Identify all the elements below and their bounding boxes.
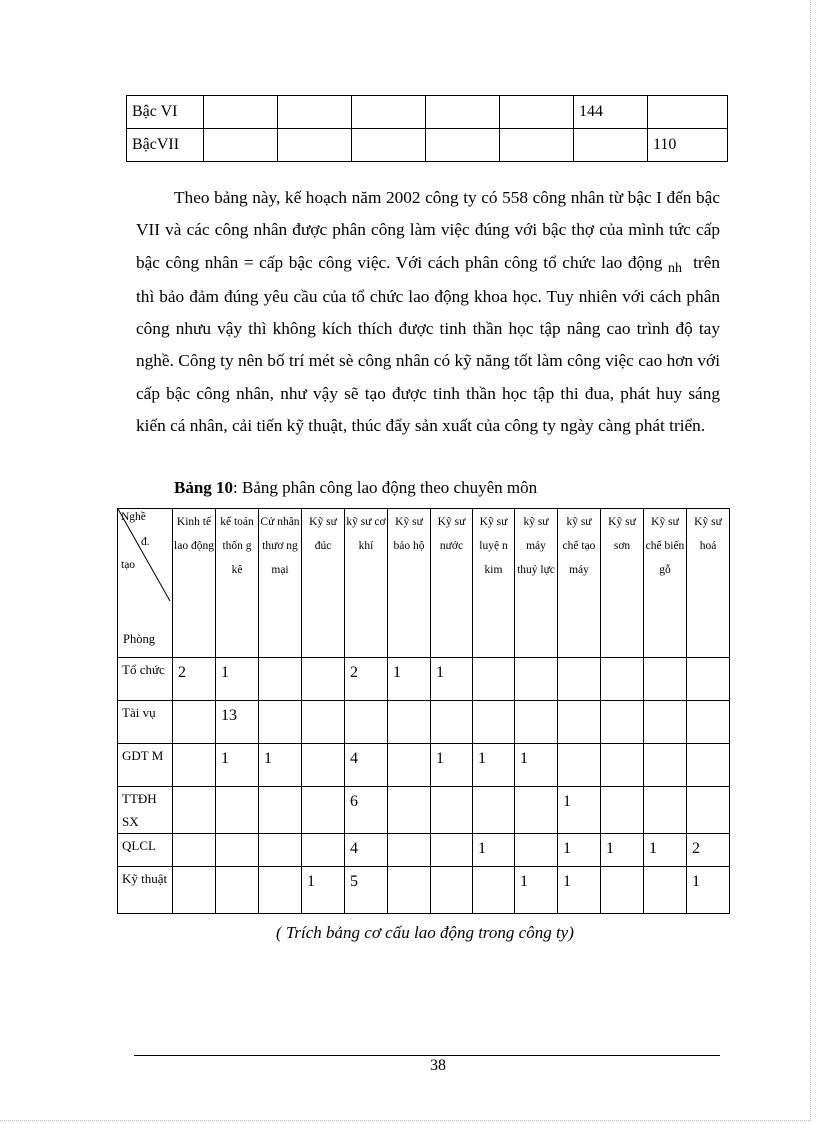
table-row — [118, 867, 730, 914]
column-header — [473, 509, 515, 658]
count-cell: 1 — [259, 744, 302, 787]
count-cell: 1 — [473, 744, 515, 787]
paragraph-line: được tinh thần học tập nâng cao trình độ tay nghề. Công ty nên bố trí mét — [136, 319, 720, 371]
column-header-label: Kỹ sư hoá — [694, 516, 722, 552]
count-cell: 1 — [644, 834, 687, 867]
count-cell — [216, 787, 259, 834]
grade-table — [126, 95, 728, 162]
grade-value-cell — [426, 129, 500, 162]
labor-allocation-table — [117, 508, 730, 914]
header-row — [118, 509, 730, 658]
footer-rule — [134, 1055, 720, 1056]
grade-value-cell — [352, 96, 426, 129]
count-cell — [601, 787, 644, 834]
count-cell — [473, 701, 515, 744]
paragraph-line: đến bậc VII và các công nhân được phân công làm việc đúng với bậc thợ — [136, 188, 720, 240]
body-paragraph — [136, 182, 720, 442]
count-cell — [431, 787, 473, 834]
count-cell — [216, 834, 259, 867]
count-cell: 1 — [431, 744, 473, 787]
column-header — [173, 509, 216, 658]
count-cell — [644, 787, 687, 834]
column-header-label: Kinh tế lao động — [174, 516, 214, 552]
count-cell: 1 — [473, 834, 515, 867]
count-cell — [388, 867, 431, 914]
column-header — [259, 509, 302, 658]
count-cell — [216, 867, 259, 914]
count-cell — [259, 867, 302, 914]
table-row — [118, 834, 730, 867]
table-row — [118, 701, 730, 744]
count-cell — [173, 834, 216, 867]
grade-value-cell — [278, 129, 352, 162]
count-cell — [515, 787, 558, 834]
column-header — [431, 509, 473, 658]
count-cell — [173, 701, 216, 744]
grade-value-cell — [426, 96, 500, 129]
count-cell — [473, 787, 515, 834]
count-cell: 1 — [558, 787, 601, 834]
count-cell — [644, 867, 687, 914]
source-note: ( Trích bảng cơ cấu lao động trong công ty) — [276, 923, 574, 942]
paragraph-line: khoa học. Tuy nhiên với cách phân công nhưu vậy thì không kích thích — [136, 286, 721, 339]
labor-table-body — [118, 658, 730, 914]
column-header-label: kỹ sư chế tạo máy — [562, 516, 596, 576]
count-cell — [687, 787, 730, 834]
count-cell — [431, 834, 473, 867]
count-cell — [515, 834, 558, 867]
column-header-label: Kỹ sư sơn — [608, 516, 636, 552]
count-cell — [388, 701, 431, 744]
count-cell — [644, 658, 687, 701]
table-row — [118, 787, 730, 834]
column-header-label: Kỹ sư bảo hộ — [393, 516, 425, 552]
page-number: 38 — [430, 1057, 446, 1074]
count-cell: 1 — [431, 658, 473, 701]
count-cell: 1 — [388, 658, 431, 701]
count-cell — [173, 744, 216, 787]
department-label: GDT M — [118, 744, 173, 787]
count-cell — [173, 867, 216, 914]
count-cell — [388, 834, 431, 867]
paragraph-line: Theo bảng này, kế hoạch năm 2002 công ty có 558 công nhân từ bậc I — [174, 188, 662, 207]
column-header — [687, 509, 730, 658]
grade-row — [127, 129, 728, 162]
count-cell — [558, 744, 601, 787]
corner-label-mid: đ. — [141, 536, 150, 548]
column-header-label: Kỹ sư chế biến gỗ — [645, 516, 685, 576]
count-cell: 2 — [345, 658, 388, 701]
grade-label: BậcVII — [127, 129, 204, 162]
count-cell: 5 — [345, 867, 388, 914]
count-cell: 1 — [558, 867, 601, 914]
count-cell: 1 — [558, 834, 601, 867]
caption-text: : Bảng phân công lao động theo chuyên môn — [233, 478, 538, 497]
column-header-label: Cử nhân thươ ng mại — [260, 516, 300, 576]
count-cell — [558, 658, 601, 701]
department-label: Kỹ thuật — [118, 867, 173, 914]
count-cell — [259, 787, 302, 834]
department-label: Tổ chức — [118, 658, 173, 701]
count-cell — [388, 744, 431, 787]
count-cell — [302, 834, 345, 867]
column-header-label: Kỹ sư nước — [437, 516, 466, 552]
count-cell — [259, 658, 302, 701]
grade-value-cell — [204, 96, 278, 129]
corner-label-bottom: Phòng — [123, 632, 155, 646]
grade-value-cell — [500, 96, 574, 129]
count-cell — [644, 701, 687, 744]
grade-value-cell — [278, 96, 352, 129]
count-cell — [687, 744, 730, 787]
count-cell: 1 — [687, 867, 730, 914]
count-cell — [431, 867, 473, 914]
count-cell — [388, 787, 431, 834]
corner-label-top: Nghề — [121, 511, 146, 523]
column-header — [601, 509, 644, 658]
count-cell — [558, 701, 601, 744]
department-label: Tài vụ — [118, 701, 173, 744]
count-cell — [259, 834, 302, 867]
count-cell — [601, 701, 644, 744]
column-header-label: kỹ sư cơ khí — [346, 516, 386, 552]
count-cell: 4 — [345, 744, 388, 787]
table-row — [118, 658, 730, 701]
grade-table-body — [127, 96, 728, 162]
column-header-label: kế toán thốn g kê — [220, 516, 254, 576]
column-header — [216, 509, 259, 658]
grade-label: Bậc VI — [127, 96, 204, 129]
table-caption — [174, 478, 537, 498]
count-cell — [302, 701, 345, 744]
count-cell: 4 — [345, 834, 388, 867]
count-cell: 1 — [216, 744, 259, 787]
count-cell: 6 — [345, 787, 388, 834]
count-cell: 2 — [687, 834, 730, 867]
paragraph-line: sè công nhân có kỹ năng tốt làm công việc cao hơn với cấp bậc công nhân, — [136, 351, 720, 403]
paragraph-line: tổ chức lao động — [543, 252, 663, 272]
grade-value-cell — [352, 129, 426, 162]
column-header-label: Kỹ sư luyệ n kim — [479, 516, 508, 576]
count-cell — [601, 658, 644, 701]
count-cell — [431, 701, 473, 744]
count-cell: 1 — [302, 867, 345, 914]
table-row — [118, 744, 730, 787]
column-header — [558, 509, 601, 658]
count-cell — [601, 744, 644, 787]
column-header-label: Kỹ sư đúc — [309, 516, 337, 552]
column-header — [515, 509, 558, 658]
corner-cell — [118, 509, 173, 658]
grade-value-cell — [204, 129, 278, 162]
count-cell — [601, 867, 644, 914]
column-header — [644, 509, 687, 658]
count-cell: 1 — [601, 834, 644, 867]
paragraph-line: cải tiến kỹ thuật, thúc đẩy sản xuất của công ty ngày càng phát triển. — [231, 416, 706, 436]
paragraph-line: trên thì bảo đảm đúng yêu cầu của tổ chức lao động — [136, 252, 720, 306]
count-cell — [515, 701, 558, 744]
department-label: TTĐH SX — [118, 787, 173, 834]
caption-label: Bảng 10 — [174, 478, 234, 497]
grade-value-cell: 110 — [648, 129, 728, 162]
grade-row — [127, 96, 728, 129]
count-cell: 13 — [216, 701, 259, 744]
grade-value-cell — [500, 129, 574, 162]
count-cell — [515, 658, 558, 701]
column-header — [345, 509, 388, 658]
count-cell — [173, 787, 216, 834]
count-cell — [302, 658, 345, 701]
grade-value-cell: 144 — [574, 96, 648, 129]
department-label: QLCL — [118, 834, 173, 867]
count-cell — [687, 658, 730, 701]
paragraph-line: như vậy sẽ tạo được tinh thần học tập thi đua, phát huy sáng kiến cá nhân, — [136, 383, 721, 436]
count-cell — [473, 658, 515, 701]
count-cell: 1 — [216, 658, 259, 701]
corner-label-low: tạo — [121, 559, 136, 571]
count-cell: 2 — [173, 658, 216, 701]
count-cell — [644, 744, 687, 787]
count-cell — [473, 867, 515, 914]
paragraph-line: của mình tức cấp bậc công nhân = cấp bậc công việc. Với cách phân công — [136, 220, 720, 272]
column-header — [302, 509, 345, 658]
count-cell: 1 — [515, 744, 558, 787]
grade-value-cell — [648, 96, 728, 129]
column-header-label: kỹ sư máy thuỷ lực — [517, 516, 555, 576]
count-cell — [259, 701, 302, 744]
count-cell: 1 — [515, 867, 558, 914]
subscript-text: nh — [667, 260, 682, 276]
count-cell — [302, 744, 345, 787]
count-cell — [345, 701, 388, 744]
count-cell — [302, 787, 345, 834]
count-cell — [687, 701, 730, 744]
column-header — [388, 509, 431, 658]
grade-value-cell — [574, 129, 648, 162]
